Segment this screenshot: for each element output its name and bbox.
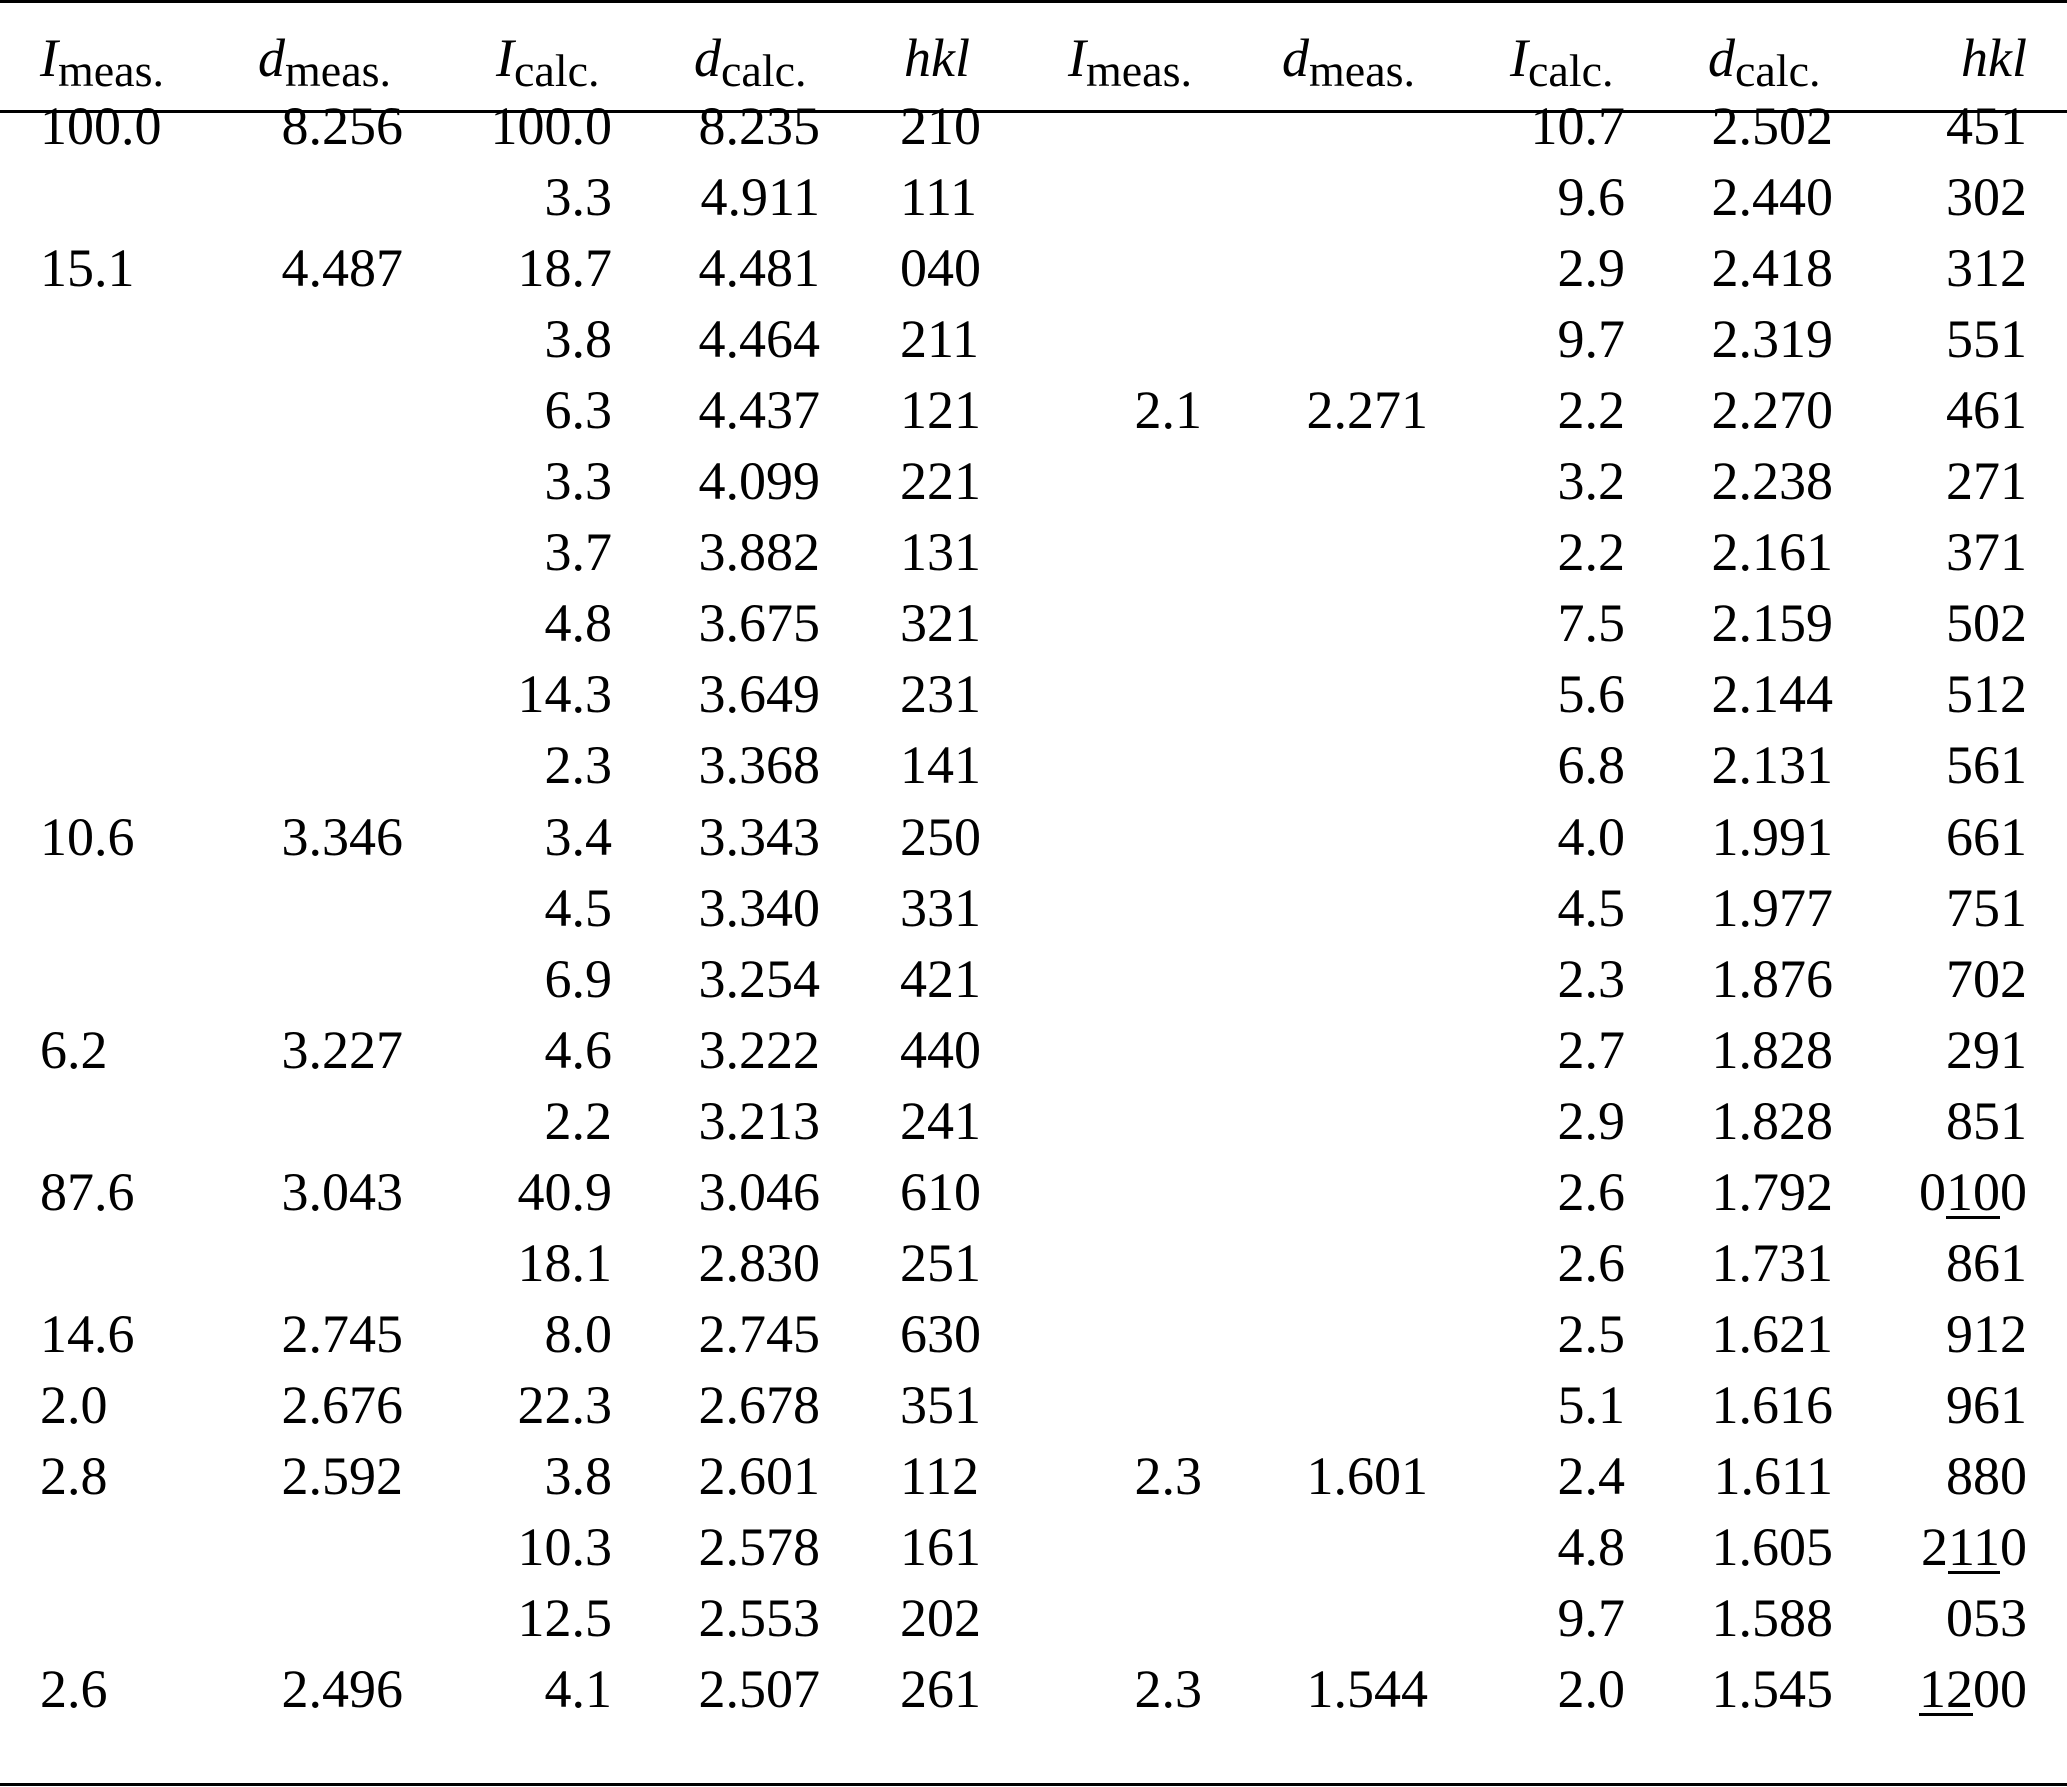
cell-d-calc-2: 1.588 xyxy=(1711,1588,1833,1649)
cell-d-calc: 3.675 xyxy=(698,593,820,654)
cell-d-calc: 2.830 xyxy=(698,1232,820,1293)
cell-i-meas: 2.6 xyxy=(40,1659,108,1720)
cell-hkl: 440 xyxy=(900,1019,981,1080)
cell-i-calc: 18.7 xyxy=(517,238,612,299)
cell-hkl-2: 461 xyxy=(1946,380,2027,441)
cell-i-calc-2: 9.7 xyxy=(1557,1588,1625,1649)
cell-d-calc-2: 2.418 xyxy=(1711,238,1833,299)
cell-hkl: 421 xyxy=(900,948,981,1009)
cell-i-meas: 6.2 xyxy=(40,1019,108,1080)
cell-hkl-2: 502 xyxy=(1946,593,2027,654)
cell-d-calc: 3.254 xyxy=(698,948,820,1009)
cell-hkl-2: 302 xyxy=(1946,167,2027,228)
cell-hkl: 211 xyxy=(900,309,979,370)
cell-hkl: 261 xyxy=(900,1659,981,1720)
cell-i-calc: 12.5 xyxy=(517,1588,612,1649)
header-symbol: I xyxy=(1068,28,1086,88)
cell-i-calc: 3.7 xyxy=(544,522,612,583)
header-symbol: I xyxy=(1510,28,1528,88)
cell-d-calc: 3.340 xyxy=(698,877,820,938)
cell-d-calc-2: 1.545 xyxy=(1711,1659,1833,1720)
cell-hkl-2: 912 xyxy=(1946,1303,2027,1364)
cell-d-calc: 2.745 xyxy=(698,1303,820,1364)
cell-hkl-2: 880 xyxy=(1946,1445,2027,1506)
header-symbol: I xyxy=(496,28,514,88)
cell-hkl: 250 xyxy=(900,806,981,867)
cell-d-calc: 2.507 xyxy=(698,1659,820,1720)
cell-i-calc-2: 2.0 xyxy=(1557,1659,1625,1720)
cell-hkl: 141 xyxy=(900,735,981,796)
cell-i-calc-2: 2.2 xyxy=(1557,380,1625,441)
cell-hkl: 241 xyxy=(900,1090,981,1151)
cell-i-calc-2: 2.9 xyxy=(1557,238,1625,299)
cell-hkl: 251 xyxy=(900,1232,981,1293)
cell-i-meas: 14.6 xyxy=(40,1303,135,1364)
cell-hkl: 331 xyxy=(900,877,981,938)
cell-i-meas-2: 2.3 xyxy=(1134,1659,1202,1720)
header-hkl-2 xyxy=(1727,22,2027,94)
cell-d-calc: 4.099 xyxy=(698,451,820,512)
cell-hkl-2: 2110 xyxy=(1921,1517,2027,1577)
cell-hkl: 131 xyxy=(900,522,981,583)
cell-d-meas: 2.745 xyxy=(281,1303,403,1364)
cell-d-calc: 3.343 xyxy=(698,806,820,867)
cell-i-calc-2: 5.1 xyxy=(1557,1374,1625,1435)
cell-hkl-2: 851 xyxy=(1946,1090,2027,1151)
cell-i-calc: 40.9 xyxy=(517,1161,612,1222)
cell-i-calc-2: 2.5 xyxy=(1557,1303,1625,1364)
cell-d-meas: 3.043 xyxy=(281,1161,403,1222)
cell-d-calc: 3.046 xyxy=(698,1161,820,1222)
cell-i-calc-2: 9.6 xyxy=(1557,167,1625,228)
header-subscript: calc. xyxy=(721,45,807,96)
cell-hkl-2: 861 xyxy=(1946,1232,2027,1293)
header-d-meas xyxy=(258,22,391,94)
cell-i-calc-2: 6.8 xyxy=(1557,735,1625,796)
cell-i-calc-2: 2.7 xyxy=(1557,1019,1625,1080)
cell-d-calc-2: 2.161 xyxy=(1711,522,1833,583)
cell-hkl: 610 xyxy=(900,1161,981,1222)
cell-d-meas: 3.346 xyxy=(281,806,403,867)
cell-d-calc-2: 1.621 xyxy=(1711,1303,1833,1364)
cell-i-calc-2: 2.4 xyxy=(1557,1445,1625,1506)
cell-i-meas: 2.8 xyxy=(40,1445,108,1506)
cell-hkl-2: 702 xyxy=(1946,948,2027,1009)
cell-hkl: 630 xyxy=(900,1303,981,1364)
cell-i-calc: 3.3 xyxy=(544,167,612,228)
cell-hkl: 231 xyxy=(900,664,981,725)
header-symbol: hkl xyxy=(904,28,970,88)
cell-hkl-2: 561 xyxy=(1946,735,2027,796)
cell-i-calc: 2.3 xyxy=(544,735,612,796)
cell-i-calc-2: 5.6 xyxy=(1557,664,1625,725)
cell-d-meas-2: 1.544 xyxy=(1306,1659,1428,1720)
cell-d-calc-2: 2.319 xyxy=(1711,309,1833,370)
cell-i-meas: 2.0 xyxy=(40,1374,108,1435)
cell-hkl-2: 551 xyxy=(1946,309,2027,370)
header-hkl xyxy=(904,22,970,94)
cell-d-calc-2: 2.144 xyxy=(1711,664,1833,725)
cell-hkl: 202 xyxy=(900,1588,981,1649)
cell-d-calc: 3.222 xyxy=(698,1019,820,1080)
header-i-calc xyxy=(496,22,600,94)
cell-d-meas: 2.496 xyxy=(281,1659,403,1720)
cell-d-calc-2: 1.991 xyxy=(1711,806,1833,867)
cell-hkl: 111 xyxy=(900,167,977,228)
header-symbol: d xyxy=(258,28,285,88)
cell-i-calc-2: 2.6 xyxy=(1557,1232,1625,1293)
cell-i-calc-2: 4.0 xyxy=(1557,806,1625,867)
cell-hkl-2: 751 xyxy=(1946,877,2027,938)
cell-i-meas-2: 2.3 xyxy=(1134,1445,1202,1506)
cell-d-calc-2: 1.828 xyxy=(1711,1019,1833,1080)
cell-d-calc: 4.464 xyxy=(698,309,820,370)
cell-hkl: 121 xyxy=(900,380,981,441)
cell-hkl: 221 xyxy=(900,451,981,512)
cell-hkl-2: 961 xyxy=(1946,1374,2027,1435)
cell-d-meas: 8.256 xyxy=(281,96,403,156)
cell-i-calc-2: 4.8 xyxy=(1557,1517,1625,1577)
cell-hkl-2: 271 xyxy=(1946,451,2027,512)
cell-d-meas: 4.487 xyxy=(281,238,403,299)
cell-d-meas-2: 2.271 xyxy=(1306,380,1428,441)
cell-d-calc: 8.235 xyxy=(698,96,820,156)
cell-d-meas: 3.227 xyxy=(281,1019,403,1080)
header-i-meas-2 xyxy=(1068,22,1192,94)
cell-d-calc: 3.213 xyxy=(698,1090,820,1151)
cell-i-meas: 100.0 xyxy=(40,96,162,156)
cell-i-calc: 6.3 xyxy=(544,380,612,441)
cell-d-calc: 3.368 xyxy=(698,735,820,796)
cell-d-calc-2: 1.605 xyxy=(1711,1517,1833,1577)
cell-hkl-2: 371 xyxy=(1946,522,2027,583)
cell-hkl-2: 291 xyxy=(1946,1019,2027,1080)
cell-i-calc-2: 2.9 xyxy=(1557,1090,1625,1151)
cell-d-calc-2: 2.131 xyxy=(1711,735,1833,796)
header-symbol: I xyxy=(40,28,58,88)
cell-i-calc-2: 10.7 xyxy=(1530,96,1625,156)
cell-d-calc: 2.678 xyxy=(698,1374,820,1435)
cell-d-calc: 4.437 xyxy=(698,380,820,441)
cell-i-calc: 3.3 xyxy=(544,451,612,512)
cell-i-calc: 100.0 xyxy=(490,96,612,156)
cell-hkl: 210 xyxy=(900,96,981,156)
top-rule xyxy=(0,0,2067,3)
cell-d-calc: 2.601 xyxy=(698,1445,820,1506)
cell-i-calc: 18.1 xyxy=(517,1232,612,1293)
cell-d-calc: 4.911 xyxy=(700,167,820,228)
cell-i-calc-2: 2.3 xyxy=(1557,948,1625,1009)
cell-i-calc-2: 7.5 xyxy=(1557,593,1625,654)
cell-i-calc: 3.8 xyxy=(544,309,612,370)
cell-i-calc: 10.3 xyxy=(517,1517,612,1577)
header-symbol: d xyxy=(694,28,721,88)
cell-hkl: 112 xyxy=(900,1445,979,1506)
cell-i-calc: 4.8 xyxy=(544,593,612,654)
header-symbol: hkl xyxy=(1961,28,2027,88)
cell-hkl-2: 512 xyxy=(1946,664,2027,725)
cell-hkl-2: 053 xyxy=(1946,1588,2027,1649)
cell-i-meas: 87.6 xyxy=(40,1161,135,1222)
cell-d-calc: 4.481 xyxy=(698,238,820,299)
cell-d-calc-2: 2.440 xyxy=(1711,167,1833,228)
cell-hkl: 161 xyxy=(900,1517,981,1577)
cell-d-calc: 2.578 xyxy=(698,1517,820,1577)
cell-i-meas-2: 2.1 xyxy=(1134,380,1202,441)
header-i-meas xyxy=(40,22,164,94)
cell-i-calc: 22.3 xyxy=(517,1374,612,1435)
cell-d-calc-2: 1.616 xyxy=(1711,1374,1833,1435)
header-symbol: d xyxy=(1708,28,1735,88)
cell-d-meas: 2.592 xyxy=(281,1445,403,1506)
cell-i-calc: 3.4 xyxy=(544,806,612,867)
header-subscript: meas. xyxy=(1085,45,1192,96)
cell-d-calc-2: 2.502 xyxy=(1711,96,1833,156)
cell-i-calc-2: 9.7 xyxy=(1557,309,1625,370)
header-subscript: meas. xyxy=(57,45,164,96)
cell-hkl: 351 xyxy=(900,1374,981,1435)
header-d-calc xyxy=(694,22,807,94)
cell-d-calc-2: 1.731 xyxy=(1711,1232,1833,1293)
cell-i-calc: 3.8 xyxy=(544,1445,612,1506)
cell-i-calc-2: 4.5 xyxy=(1557,877,1625,938)
cell-hkl-2: 451 xyxy=(1946,96,2027,156)
cell-d-calc-2: 1.977 xyxy=(1711,877,1833,938)
header-i-calc-2 xyxy=(1510,22,1614,94)
cell-d-calc-2: 1.792 xyxy=(1711,1161,1833,1222)
cell-hkl-2: 661 xyxy=(1946,806,2027,867)
header-subscript: calc. xyxy=(1527,45,1614,96)
cell-i-calc: 2.2 xyxy=(544,1090,612,1151)
cell-hkl-2: 0100 xyxy=(1919,1161,2027,1222)
cell-d-meas: 2.676 xyxy=(281,1374,403,1435)
cell-d-calc-2: 1.828 xyxy=(1711,1090,1833,1151)
cell-i-meas: 15.1 xyxy=(40,238,135,299)
cell-d-calc-2: 2.159 xyxy=(1711,593,1833,654)
cell-d-calc-2: 1.876 xyxy=(1711,948,1833,1009)
header-symbol: d xyxy=(1282,28,1309,88)
cell-d-calc: 2.553 xyxy=(698,1588,820,1649)
header-subscript: meas. xyxy=(285,45,392,96)
header-subscript: calc. xyxy=(1735,45,1821,96)
cell-i-calc: 8.0 xyxy=(544,1303,612,1364)
cell-d-calc-2: 2.270 xyxy=(1711,380,1833,441)
cell-i-calc: 14.3 xyxy=(517,664,612,725)
cell-i-calc: 4.6 xyxy=(544,1019,612,1080)
cell-i-calc-2: 2.2 xyxy=(1557,522,1625,583)
cell-hkl: 040 xyxy=(900,238,981,299)
cell-i-calc-2: 3.2 xyxy=(1557,451,1625,512)
header-d-meas-2 xyxy=(1282,22,1415,94)
cell-i-calc-2: 2.6 xyxy=(1557,1161,1625,1222)
cell-d-calc: 3.882 xyxy=(698,522,820,583)
cell-d-meas-2: 1.601 xyxy=(1306,1445,1428,1506)
header-subscript: meas. xyxy=(1309,45,1416,96)
cell-i-calc: 6.9 xyxy=(544,948,612,1009)
cell-i-calc: 4.5 xyxy=(544,877,612,938)
header-subscript: calc. xyxy=(513,45,600,96)
bottom-rule xyxy=(0,1783,2067,1786)
cell-i-calc: 4.1 xyxy=(544,1659,612,1720)
cell-d-calc-2: 1.611 xyxy=(1713,1445,1833,1506)
cell-hkl-2: 312 xyxy=(1946,238,2027,299)
cell-hkl-2: 1200 xyxy=(1919,1659,2027,1720)
cell-d-calc: 3.649 xyxy=(698,664,820,725)
cell-hkl: 321 xyxy=(900,593,981,654)
cell-i-meas: 10.6 xyxy=(40,806,135,867)
cell-d-calc-2: 2.238 xyxy=(1711,451,1833,512)
